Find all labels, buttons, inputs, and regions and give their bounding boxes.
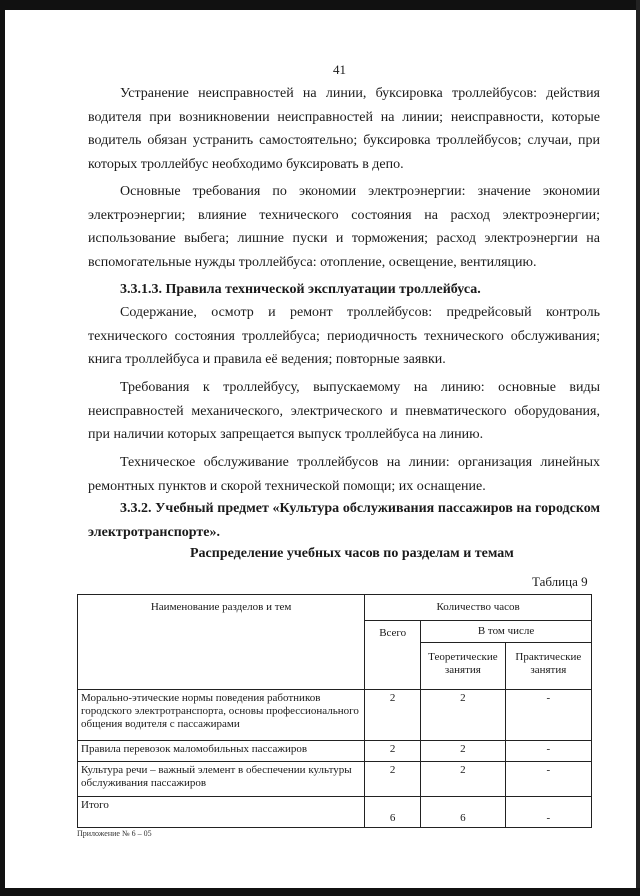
row-theory: 2 — [421, 741, 506, 762]
row-practice: - — [505, 741, 591, 762]
paragraph-maintenance — [88, 301, 600, 372]
table-row — [78, 690, 592, 741]
table-row — [78, 741, 592, 762]
table-header-row — [78, 595, 592, 621]
hours-table — [77, 594, 592, 828]
table-row-total — [78, 797, 592, 828]
header-theory: Теоретические занятия — [421, 643, 506, 690]
row-practice: - — [505, 690, 591, 741]
paragraph-requirements — [88, 376, 600, 447]
scan-border-bottom — [0, 888, 640, 896]
table-caption: Таблица 9 — [532, 574, 588, 589]
scan-border-right — [636, 0, 640, 896]
row-theory: 2 — [421, 690, 506, 741]
header-hours: Количество часов — [365, 595, 592, 621]
row-theory: 2 — [421, 762, 506, 797]
page-number: 41 — [333, 62, 346, 77]
footer-note: Приложение № 6 – 05 — [77, 829, 152, 838]
row-name: Морально-этические нормы поведения работников городского электротранспорта, основы профессионального общения водителя с пассажирами — [78, 690, 365, 741]
row-total: 2 — [365, 741, 421, 762]
table-row — [78, 762, 592, 797]
paragraph-text: Техническое обслуживание троллейбусов на линии: организация линейных ремонтных пунктов и скорой технической помощи; их оснащение. — [88, 455, 600, 494]
paragraph-energy — [88, 180, 600, 274]
row-name: Итого — [78, 797, 365, 828]
header-practice: Практические занятия — [505, 643, 591, 690]
row-practice: - — [505, 762, 591, 797]
row-name: Культура речи – важный элемент в обеспечении культуры обслуживания пассажиров — [78, 762, 365, 797]
row-total: 2 — [365, 690, 421, 741]
paragraph-text: Требования к троллейбусу, выпускаемому на линию: основные виды неисправностей механического, электрического и пневматического оборудования, при наличии которых запрещается выпуск троллейбуса на линию. — [88, 380, 600, 442]
row-theory: 6 — [421, 797, 506, 828]
heading-text: 3.3.1.3. Правила технической эксплуатации троллейбуса. — [120, 282, 481, 297]
paragraph-text: Основные требования по экономии электроэнергии: значение экономии электроэнергии; влияние технического состояния на расход электроэнергии; использование выбега; лишние пуски и торможения; расход электроэнергии на вспомогательные нужды троллейбуса: отопление, освещение, вентиляцию. — [88, 184, 600, 270]
row-practice: - — [505, 797, 591, 828]
header-name: Наименование разделов и тем — [78, 595, 365, 690]
table-title: Распределение учебных часов по разделам и темам — [190, 546, 514, 561]
paragraph-breakdowns — [88, 82, 600, 176]
scan-border-left — [0, 0, 5, 896]
scan-border-top — [0, 0, 640, 10]
paragraph-line-service — [88, 451, 600, 498]
header-including: В том числе — [421, 621, 592, 643]
row-total: 2 — [365, 762, 421, 797]
paragraph-text: Содержание, осмотр и ремонт троллейбусов: предрейсовый контроль технического состояния троллейбуса; периодичность технического обслуживания; книга троллейбуса и правила её ведения; повторные заявки. — [88, 305, 600, 367]
heading-text: 3.3.2. Учебный предмет «Культура обслуживания пассажиров на городском электротранспорте». — [88, 501, 600, 540]
section-heading-3313 — [88, 278, 600, 302]
row-total: 6 — [365, 797, 421, 828]
section-heading-332 — [88, 497, 600, 544]
paragraph-text: Устранение неисправностей на линии, буксировка троллейбусов: действия водителя при возникновении неисправностей на линии; неисправности, которые водитель обязан устранить самостоятельно; буксировка троллейбусов; случаи, при которых троллейбус необходимо буксировать в депо. — [88, 86, 600, 172]
row-name: Правила перевозок маломобильных пассажиров — [78, 741, 365, 762]
header-total: Всего — [365, 621, 421, 690]
